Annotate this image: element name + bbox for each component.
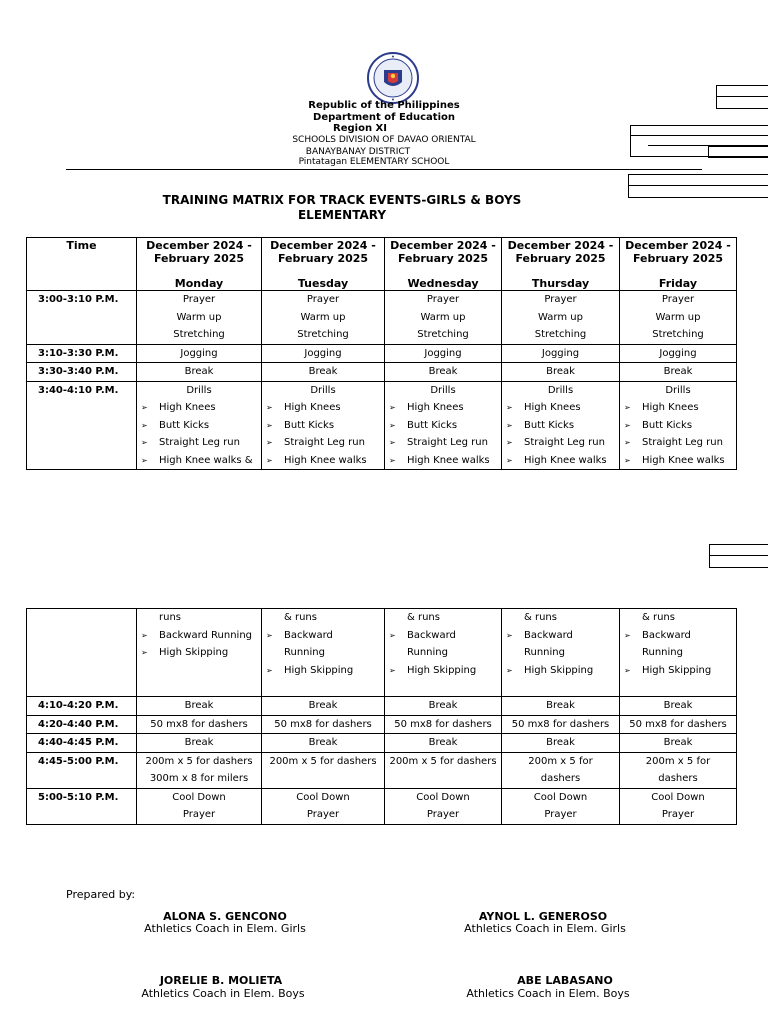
list-item: ➢ Straight Leg run	[262, 434, 384, 452]
activity-cell: runs ➢ Backward Running ➢ High Skipping	[137, 609, 262, 697]
document-subtitle: ELEMENTARY	[297, 208, 387, 222]
form-box-line	[716, 96, 768, 97]
table-header-row	[27, 238, 737, 291]
header-republic: Republic of the Philippines	[308, 100, 460, 111]
table-row	[27, 363, 737, 382]
time-cell	[27, 609, 137, 697]
list-item: ➢ High Knee walks &	[137, 452, 261, 470]
list-item: ➢ High Skipping	[620, 662, 736, 680]
list-item: ➢ Butt Kicks	[385, 417, 501, 435]
deped-seal	[366, 52, 420, 104]
list-item: ➢ Backward Running	[137, 627, 261, 645]
activity-cell: Break	[262, 363, 385, 382]
signatory-name: ALONA S. GENCONO	[163, 910, 287, 923]
list-item: ➢ Backward	[262, 627, 384, 645]
activity-cell: Drills ➢ High Knees ➢ Butt Kicks ➢ Straight Leg run ➢ High Knee walks	[620, 381, 737, 470]
activity-cell: 50 mx8 for dashers	[137, 715, 262, 734]
activity-cell: & runs ➢ Backward Running ➢ High Skipping	[620, 609, 737, 697]
time-cell: 3:10-3:30 P.M.	[27, 344, 137, 363]
form-box-line	[709, 555, 768, 556]
signatory-name: JORELIE B. MOLIETA	[159, 974, 283, 987]
form-box	[708, 146, 768, 158]
activity-cell: Break	[620, 363, 737, 382]
activity-cell: Break	[620, 734, 737, 753]
activity-cell: Prayer Warm up Stretching	[137, 291, 262, 345]
table-row	[27, 734, 737, 753]
activity-cell: 50 mx8 for dashers	[385, 715, 502, 734]
list-item: ➢ Straight Leg run	[385, 434, 501, 452]
time-cell: 4:20-4:40 P.M.	[27, 715, 137, 734]
activity-cell: Jogging	[262, 344, 385, 363]
table-row	[27, 291, 737, 345]
list-item: ➢ Butt Kicks	[137, 417, 261, 435]
header-region: Region XI	[333, 123, 387, 134]
header-deped: Department of Education	[313, 112, 455, 123]
list-item: ➢ High Skipping	[385, 662, 501, 680]
time-cell: 4:40-4:45 P.M.	[27, 734, 137, 753]
time-cell: 5:00-5:10 P.M.	[27, 788, 137, 824]
day-header-tuesday: December 2024 - February 2025 Tuesday	[262, 238, 385, 291]
activity-cell: & runs ➢ Backward Running ➢ High Skipping	[385, 609, 502, 697]
activity-cell: Drills ➢ High Knees ➢ Butt Kicks ➢ Straight Leg run ➢ High Knee walks &	[137, 381, 262, 470]
activity-cell: Drills ➢ High Knees ➢ Butt Kicks ➢ Straight Leg run ➢ High Knee walks	[385, 381, 502, 470]
table-row	[27, 715, 737, 734]
activity-cell: Jogging	[385, 344, 502, 363]
list-item: ➢ Butt Kicks	[262, 417, 384, 435]
signatory-role: Athletics Coach in Elem. Boys	[141, 987, 305, 1000]
list-item: ➢ Straight Leg run	[137, 434, 261, 452]
activity-cell: Break	[620, 697, 737, 716]
activity-cell: Break	[385, 363, 502, 382]
activity-cell: 200m x 5 for dashers	[262, 752, 385, 788]
activity-cell: Break	[502, 734, 620, 753]
form-box	[709, 544, 768, 568]
list-item: ➢ High Knee walks	[620, 452, 736, 470]
list-item: ➢ Backward	[620, 627, 736, 645]
table-row	[27, 609, 737, 697]
list-item: ➢ High Knee walks	[502, 452, 619, 470]
training-table-part2	[26, 608, 737, 825]
activity-cell: 200m x 5 for dashers	[620, 752, 737, 788]
training-table-part1	[26, 237, 737, 470]
day-header-monday: December 2024 - February 2025 Monday	[137, 238, 262, 291]
list-item: ➢ Backward	[385, 627, 501, 645]
day-header-thursday: December 2024 - February 2025 Thursday	[502, 238, 620, 291]
activity-cell: Prayer Warm up Stretching	[262, 291, 385, 345]
form-box-line	[628, 185, 768, 186]
activity-cell: Break	[502, 697, 620, 716]
list-item: ➢ High Knees	[385, 399, 501, 417]
header-division: SCHOOLS DIVISION OF DAVAO ORIENTAL	[292, 135, 476, 145]
activity-cell: Cool Down Prayer	[620, 788, 737, 824]
list-item: ➢ Straight Leg run	[502, 434, 619, 452]
prepared-by-label: Prepared by:	[66, 888, 136, 901]
activity-cell: & runs ➢ Backward Running ➢ High Skipping	[502, 609, 620, 697]
list-item: ➢ High Knees	[502, 399, 619, 417]
activity-cell: Prayer Warm up Stretching	[620, 291, 737, 345]
table-row	[27, 381, 737, 470]
list-item: ➢ Butt Kicks	[620, 417, 736, 435]
activity-cell: Break	[137, 734, 262, 753]
time-header: Time	[27, 238, 137, 291]
list-item: ➢ High Skipping	[137, 644, 261, 662]
signatory-role: Athletics Coach in Elem. Girls	[144, 922, 306, 935]
form-box	[628, 174, 768, 198]
activity-cell: 50 mx8 for dashers	[620, 715, 737, 734]
activity-cell: 50 mx8 for dashers	[262, 715, 385, 734]
activity-cell: Cool Down Prayer	[262, 788, 385, 824]
signatory-role: Athletics Coach in Elem. Boys	[466, 987, 630, 1000]
activity-cell: Cool Down Prayer	[385, 788, 502, 824]
form-box	[716, 85, 768, 109]
list-item: ➢ High Knees	[137, 399, 261, 417]
activity-cell: Break	[385, 697, 502, 716]
list-item: ➢ Straight Leg run	[620, 434, 736, 452]
day-header-wednesday: December 2024 - February 2025 Wednesday	[385, 238, 502, 291]
activity-cell: Cool Down Prayer	[502, 788, 620, 824]
activity-cell: 50 mx8 for dashers	[502, 715, 620, 734]
time-cell: 3:00-3:10 P.M.	[27, 291, 137, 345]
list-item: ➢ High Knee walks	[385, 452, 501, 470]
day-header-friday: December 2024 - February 2025 Friday	[620, 238, 737, 291]
header-district: BANAYBANAY DISTRICT	[305, 147, 411, 157]
activity-cell: Drills ➢ High Knees ➢ Butt Kicks ➢ Straight Leg run ➢ High Knee walks	[502, 381, 620, 470]
activity-cell: 200m x 5 for dashers	[502, 752, 620, 788]
list-item: ➢ High Knees	[620, 399, 736, 417]
activity-cell: Drills ➢ High Knees ➢ Butt Kicks ➢ Straight Leg run ➢ High Knee walks	[262, 381, 385, 470]
activity-cell: Jogging	[137, 344, 262, 363]
activity-cell: Prayer Warm up Stretching	[502, 291, 620, 345]
activity-cell: Break	[262, 734, 385, 753]
activity-cell: Break	[385, 734, 502, 753]
signatory-name: AYNOL L. GENEROSO	[478, 910, 608, 923]
activity-cell: 200m x 5 for dashers 300m x 8 for milers	[137, 752, 262, 788]
table-row	[27, 788, 737, 824]
activity-cell: & runs ➢ Backward Running ➢ High Skipping	[262, 609, 385, 697]
activity-cell: Jogging	[620, 344, 737, 363]
list-item: ➢ High Knees	[262, 399, 384, 417]
list-item: ➢ High Knee walks	[262, 452, 384, 470]
form-box-line	[630, 135, 768, 136]
activity-cell: Break	[262, 697, 385, 716]
activity-cell: Break	[137, 697, 262, 716]
time-cell: 3:40-4:10 P.M.	[27, 381, 137, 470]
activity-cell: Prayer Warm up Stretching	[385, 291, 502, 345]
list-item: ➢ High Skipping	[502, 662, 619, 680]
list-item: ➢ Backward	[502, 627, 619, 645]
signatory-name: ABE LABASANO	[517, 974, 613, 987]
time-cell: 4:10-4:20 P.M.	[27, 697, 137, 716]
activity-cell: 200m x 5 for dashers	[385, 752, 502, 788]
table-row	[27, 697, 737, 716]
header-school: Pintatagan ELEMENTARY SCHOOL	[298, 157, 450, 167]
time-cell: 4:45-5:00 P.M.	[27, 752, 137, 788]
signatory-role: Athletics Coach in Elem. Girls	[464, 922, 626, 935]
table-row	[27, 344, 737, 363]
activity-cell: Jogging	[502, 344, 620, 363]
list-item: ➢ Butt Kicks	[502, 417, 619, 435]
time-cell: 3:30-3:40 P.M.	[27, 363, 137, 382]
header-divider	[66, 169, 702, 170]
table-row	[27, 752, 737, 788]
list-item: ➢ High Skipping	[262, 662, 384, 680]
activity-cell: Break	[502, 363, 620, 382]
activity-cell: Break	[137, 363, 262, 382]
document-title: TRAINING MATRIX FOR TRACK EVENTS-GIRLS & BOYS	[162, 193, 522, 207]
activity-cell: Cool Down Prayer	[137, 788, 262, 824]
